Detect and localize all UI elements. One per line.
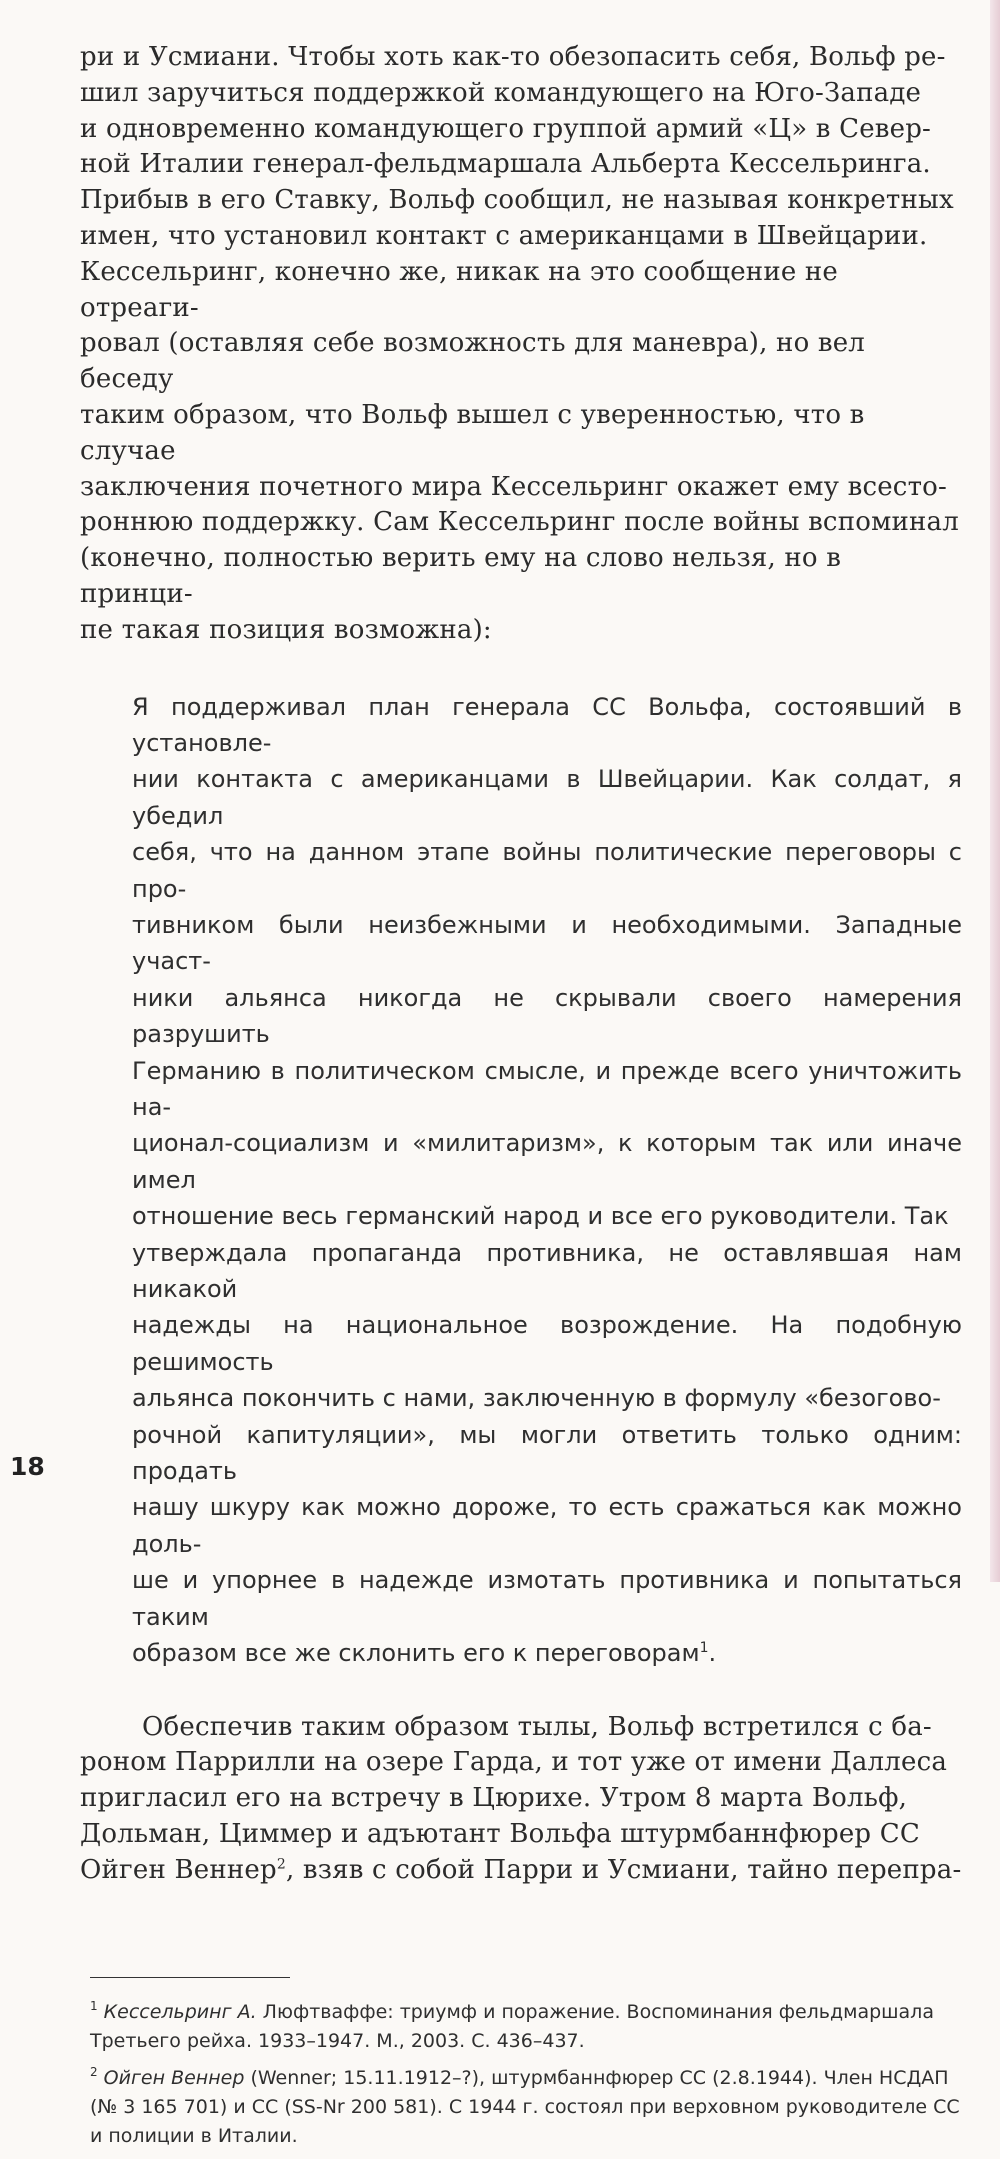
text-line: Дольман, Циммер и адъютант Вольфа штурмбаннфюрер СС — [80, 1818, 920, 1849]
text-line: роном Паррилли на озере Гарда, и тот уже от имени Даллеса — [80, 1747, 948, 1778]
footnote-text: (Wenner; 15.11.1912–?), штурмбаннфюрер СС (2.8.1944). Член НСДАП (№ 3 165 701) и СС (SS-Nr 200 581). С 1944 г. состоял при верховном руководителе СС и полиции в Италии. — [90, 2066, 960, 2147]
page-edge — [990, 0, 1000, 1582]
quote-line: Я поддерживал план генерала СС Вольфа, состоявший в установле- — [132, 692, 962, 757]
quote-last-text: образом все же склонить его к переговорам — [132, 1639, 700, 1668]
quote-line: Германию в политическом смысле, и прежде всего уничтожить на- — [132, 1056, 962, 1122]
footnotes — [90, 1998, 962, 2151]
footnote — [90, 2064, 962, 2151]
footnote-author: Ойген Веннер — [103, 2066, 245, 2089]
text-segment: Ойген Веннер — [80, 1854, 277, 1885]
text-line: роннюю поддержку. Сам Кессельринг после войны вспоминал — [80, 507, 959, 538]
quote-line: утверждала пропаганда противника, не оставлявшая нам никакой — [132, 1238, 962, 1304]
text-line: (конечно, полностью верить ему на слово нельзя, но в принци- — [80, 543, 842, 609]
text-line: Обеспечив таким образом тылы, Вольф встретился с ба- — [142, 1711, 932, 1742]
text-line: ри и Усмиани. Чтобы хоть как-то обезопасить себя, Вольф ре- — [80, 42, 946, 72]
text-line: таким образом, что Вольф вышел с уверенностью, что в случае — [80, 399, 865, 466]
footnote-ref[interactable]: 2 — [276, 1856, 286, 1873]
book-page — [80, 40, 962, 2159]
quote-line: себя, что на данном этапе войны политические переговоры с про- — [132, 838, 962, 903]
text-line — [80, 1853, 962, 1889]
quote-line: нашу шкуру как можно дороже, то есть сражаться как можно доль- — [132, 1493, 962, 1558]
footnote-divider — [90, 1977, 290, 1978]
footnote-ref[interactable]: 1 — [699, 1640, 709, 1657]
quote-line: альянса покончить с нами, заключенную в формулу «безогово- — [132, 1384, 941, 1413]
quote-line: ше и упорнее в надежде измотать противника и попытаться таким — [132, 1566, 962, 1631]
quote-line: рочной капитуляции», мы могли ответить только одним: продать — [132, 1420, 962, 1486]
block-quote — [132, 689, 962, 1672]
text-line: Прибыв в его Ставку, Вольф сообщил, не называя конкретных — [80, 185, 954, 216]
page-number: 18 — [10, 1452, 45, 1481]
quote-line: отношение весь германский народ и все его руководители. Так — [132, 1202, 949, 1231]
text-segment: , взяв с собой Парри и Усмиани, тайно перепра- — [285, 1854, 962, 1885]
quote-line: нии контакта с американцами в Швейцарии. Как солдат, я убедил — [132, 765, 962, 830]
paragraph-2 — [80, 1710, 962, 1889]
quote-line: тивником были неизбежными и необходимыми. Западные участ- — [132, 910, 962, 976]
text-line: Кессельринг, конечно же, никак на это сообщение не отреаги- — [80, 256, 839, 323]
text-line: пе такая позиция возможна): — [80, 614, 492, 645]
quote-line: ционал-социализм и «милитаризм», к которым так или иначе имел — [132, 1129, 962, 1194]
text-line: ровал (оставляя себе возможность для маневра), но вел беседу — [80, 328, 866, 395]
text-line: и одновременно командующего группой армий «Ц» в Север- — [80, 113, 932, 144]
paragraph-1 — [80, 40, 962, 649]
text-line: ной Италии генерал-фельдмаршала Альберта Кессельринга. — [80, 149, 931, 180]
quote-line — [132, 1635, 962, 1671]
text-line: заключения почетного мира Кессельринг окажет ему всесто- — [80, 471, 947, 502]
footnote-author: Кессельринг А. — [103, 2000, 257, 2023]
footnote-number: 2 — [90, 2065, 98, 2080]
footnote-number: 1 — [90, 1999, 98, 2014]
quote-line: ники альянса никогда не скрывали своего намерения разрушить — [132, 983, 962, 1049]
footnote — [90, 1998, 962, 2056]
quote-end: . — [708, 1639, 717, 1668]
text-line: шил заручиться поддержкой командующего на Юго-Западе — [80, 77, 922, 108]
text-line: имен, что установил контакт с американцами в Швейцарии. — [80, 220, 928, 251]
footnote-text: Люфтваффе: триумф и поражение. Воспоминания фельдмаршала Третьего рейха. 1933–1947. М., 2003. С. 436–437. — [90, 2000, 934, 2052]
text-line: пригласил его на встречу в Цюрихе. Утром 8 марта Вольф, — [80, 1783, 908, 1814]
quote-line: надежды на национальное возрождение. На подобную решимость — [132, 1311, 962, 1376]
